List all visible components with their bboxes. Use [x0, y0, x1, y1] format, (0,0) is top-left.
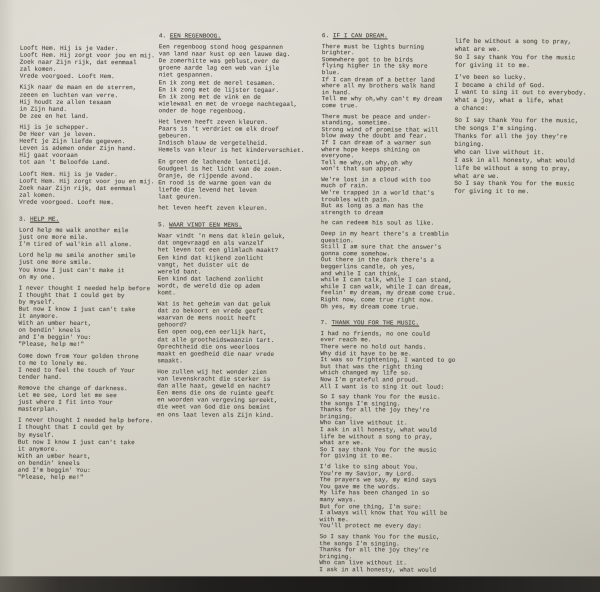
lyric-line: ever reach me.: [320, 336, 372, 344]
lyric-line: En ik zong met de vink en de: [158, 93, 261, 101]
lyric-line: Somewhere got to be birds: [321, 55, 414, 64]
stanza: [158, 204, 320, 212]
lyric-line: just one more smile.: [18, 259, 92, 267]
lyric-line: zeeen en luchten van verre.: [19, 91, 119, 99]
lyric-line: while I can walk, while I can dream,: [320, 282, 453, 291]
stanza: [320, 331, 472, 391]
lyric-line: I became a child of God.: [454, 81, 546, 89]
stanza: [18, 385, 166, 414]
stanza: [18, 417, 166, 482]
lyric-line: I ask in all honesty, what would: [454, 156, 575, 165]
stanza: [319, 534, 471, 574]
lyric-line: The prayers we say, my mind says: [319, 476, 437, 484]
lyric-line: on bendin' kneels: [18, 326, 81, 335]
lyric-line: What a joy, what a life, what: [454, 97, 564, 105]
lyric-line: blue.: [321, 69, 341, 77]
lyric-line: If I can dream of a better land: [321, 75, 435, 84]
lyrics-column-1: [18, 45, 168, 486]
lyric-line: en ons laat leven als Zijn kind.: [157, 410, 274, 419]
lyric-line: Looft Hem. Hij zorgt voor jou en mij.: [19, 51, 155, 60]
lyric-line: Hemels van kleur is het kinderverschiet.: [158, 146, 305, 155]
lyric-section: [319, 320, 472, 574]
lyric-line: masterplan.: [18, 405, 59, 414]
stanza: [157, 300, 319, 365]
stanza: [321, 114, 473, 174]
lyric-line: Het leven heeft zeven kleuren.: [158, 118, 269, 126]
lyric-line: it anymore.: [18, 312, 59, 320]
song-title: [158, 221, 320, 229]
lyric-line: But now I know I just can't take: [17, 438, 135, 446]
lyric-line: dat zo bekoort en vrede geeft: [157, 307, 264, 316]
lyric-line: En rood is de warme goen van de: [158, 179, 272, 187]
stanza: [454, 117, 598, 197]
lyric-line: En ik zong met de merel tesamen.: [158, 78, 276, 87]
lyric-line: the songs I'm singing.: [319, 539, 400, 548]
lyric-line: There must be peace and under-: [321, 112, 432, 121]
lyric-line: Oprechtheid die ons weerloos: [157, 342, 260, 351]
lyric-line: where all my brothers walk hand: [321, 82, 435, 90]
lyric-line: dat alle grootheidswaanzin tart.: [157, 335, 275, 344]
lyric-line: many ways.: [319, 496, 357, 504]
lyric-line: come true.: [321, 102, 359, 110]
lyric-line: Leven is ademen onder Zijn hand.: [19, 144, 137, 153]
lyric-line: Strong wind of promise that will: [321, 125, 439, 134]
song-number: 6.: [321, 32, 333, 40]
lyric-line: My life has been changed in so: [319, 489, 430, 498]
lyric-line: brighter.: [321, 49, 355, 57]
lyric-line: You gave me the words.: [319, 482, 401, 491]
stanza: [159, 43, 321, 115]
lyric-line: to me to lonely me.: [18, 359, 88, 367]
lyric-line: Who can live without it.: [319, 559, 407, 567]
stanza: [19, 252, 167, 281]
lyric-line: We're trapped in a world that's: [321, 189, 435, 197]
lyric-line: komt.: [157, 289, 176, 297]
lyric-line: I always will know that You will be: [319, 509, 448, 517]
lyrics-column-4: [454, 38, 599, 201]
lyrics-column-3: [319, 33, 474, 578]
lyric-line: the songs I'm singing.: [454, 124, 538, 133]
lyric-line: bringing.: [320, 412, 353, 421]
lyric-line: Right now, come true right now.: [320, 296, 434, 304]
lyric-line: for giving it to me.: [454, 188, 530, 196]
lyric-line: Come down from Your golden throne: [18, 352, 139, 360]
lyric-line: "Please, help me!": [17, 473, 84, 482]
lyric-line: niet gespannen.: [158, 71, 214, 80]
lyric-line: wordt, de wereld die op adem: [157, 282, 260, 290]
lyric-line: If I can dream of a warmer sun: [321, 139, 431, 147]
lyric-line: maakt en goedheid die naar vrede: [157, 350, 275, 358]
lyric-line: Deep in my heart there's a tremblin: [320, 230, 449, 238]
lyric-section: [18, 216, 167, 482]
lyric-line: So I say thank You for the music: [454, 180, 575, 188]
stanza: [20, 45, 168, 81]
lyric-line: onder de hoge regenboog.: [158, 107, 247, 115]
lyric-line: We're lost in a cloud with too: [321, 175, 431, 184]
lyric-section: [19, 45, 168, 207]
song-title: [159, 32, 321, 40]
lyric-line: Waar vindt 'n mens dat klein geluk,: [157, 232, 286, 241]
lyric-line: and while I can think,: [320, 269, 402, 278]
lyric-line: So I say thank You for the music,: [454, 116, 579, 125]
lyric-line: De zee en het land.: [19, 112, 89, 120]
lyric-line: groene aarde lag een web van ijle: [158, 64, 280, 73]
lyric-line: I never thought I needed help before: [18, 284, 151, 292]
lyric-line: It was so frightening, I wanted to go: [320, 356, 456, 364]
lyric-line: beggerlins candle, oh yes,: [320, 263, 416, 271]
lyric-line: I've been so lucky.: [454, 73, 527, 81]
lyric-line: what are we.: [319, 439, 364, 447]
lyric-line: wielewaal en met de vroege nachtegaal,: [158, 100, 298, 108]
song-number: 4.: [158, 32, 170, 40]
stanza: [20, 84, 168, 120]
lyric-line: Thanks for all the joy they're: [454, 132, 568, 141]
lyric-line: Goudgeel is het licht van de zoen.: [158, 164, 283, 173]
lyric-line: van land naar kust op een lauwe dag.: [158, 50, 291, 59]
lyric-line: much of rain.: [321, 182, 369, 190]
song-title: [322, 33, 474, 40]
lyric-section: [321, 33, 474, 311]
lyric-line: where hope keeps shining on: [321, 145, 420, 154]
lyric-line: strength to dream: [321, 208, 384, 217]
lyric-line: Kijk naar de maan en de sterren,: [19, 84, 137, 92]
lyric-line: De Heer van je leven.: [19, 130, 97, 139]
lyric-line: a chance:: [454, 105, 489, 113]
lyric-line: standing, sometime.: [321, 119, 391, 127]
lyric-line: zal komen.: [19, 191, 56, 199]
lyric-line: binging.: [454, 140, 485, 148]
lyric-line: Oh yes, my dream come true.: [320, 302, 420, 311]
lyric-line: Oranje, de rijpende avond.: [158, 171, 254, 180]
lyric-line: Lord help me smile another smile: [18, 251, 136, 260]
lyric-line: You're my Savior, my Lord.: [319, 469, 415, 478]
stanza: [19, 170, 167, 206]
lyric-line: I'd like to sing about You.: [319, 463, 419, 471]
stanza: [320, 464, 472, 531]
lyric-line: and I'm beggin' You:: [18, 334, 92, 342]
song-title-text: IF I CAN DREAM.: [332, 32, 388, 40]
lyric-line: waarvan de mens nooit heeft: [157, 314, 257, 323]
lyric-section: [454, 38, 599, 197]
lyric-line: life be without a song to pray,: [454, 164, 571, 172]
lyric-line: in hand.: [321, 88, 351, 96]
stanza: [18, 352, 166, 381]
lyric-line: With an umber heart,: [18, 319, 92, 328]
lyric-line: tot aan 't Beloofde Land.: [19, 159, 111, 167]
lyric-line: Wat is het geheim van dat geluk: [157, 300, 271, 308]
stanza: [455, 38, 599, 70]
lyric-line: Looft Hem. Hij is je Vader.: [19, 170, 118, 178]
lyric-section: [158, 32, 321, 212]
lyric-line: vangt, het duister uit de: [157, 260, 250, 269]
lyric-line: Out there in the dark there's a: [320, 256, 435, 265]
lyric-line: by myself.: [17, 431, 55, 439]
lyric-line: Looft Hem. Hij zorgt voor jou en mij.: [19, 177, 155, 185]
lyric-line: I thought that I could get by: [18, 291, 125, 299]
lyric-line: tender hand.: [18, 373, 63, 381]
lyric-line: Let me see, Lord let me see: [18, 391, 117, 400]
lyric-line: Now I'm grateful and proud.: [320, 376, 419, 384]
lyric-line: With an umber heart,: [17, 452, 91, 460]
lyric-line: by myself.: [18, 298, 56, 306]
lyric-line: Why did it have to be me.: [320, 349, 412, 358]
lyric-line: So I say thank You for the music,: [319, 533, 440, 541]
stanza: [321, 221, 473, 228]
lyric-line: I ask in all honesty, what would: [319, 566, 437, 574]
lyric-line: it anymore.: [17, 445, 59, 453]
lyric-line: Vrede voorgoed. Looft Hem.: [19, 73, 115, 81]
lyric-line: Lord help me walk another mile: [18, 226, 129, 235]
lyric-line: gonna come somehow.: [320, 249, 391, 258]
lyric-line: Heeft je Zijn liefde gegeven.: [19, 137, 126, 146]
lyric-line: I want to sing it out to everybody.: [454, 89, 587, 97]
stanza: [321, 231, 473, 311]
lyric-line: the songs I'm singing.: [320, 399, 401, 408]
stanza: [157, 368, 319, 418]
lyric-line: flying higher in the sky more: [321, 62, 428, 70]
lyric-line: Hij gaat vooraan: [19, 151, 78, 160]
lyric-line: Tell me why oh,why can't my dream: [321, 95, 443, 104]
lyric-line: dan alle haat, geweld en nacht?: [157, 382, 271, 390]
lyric-line: smaakt.: [157, 357, 183, 365]
lyric-line: I never thought I needed help before.: [18, 416, 154, 425]
song-number: 5.: [157, 221, 169, 229]
lyric-line: Hij is je schepper.: [19, 123, 89, 131]
lyric-line: But for one thing, I'm sure:: [319, 502, 422, 511]
lyric-line: while I can talk, while I can stand,: [320, 276, 453, 284]
lyric-line: So I say thank You for the music.: [320, 393, 441, 401]
lyric-line: Who can live without it.: [454, 148, 545, 156]
stanza: [321, 177, 473, 217]
lyric-line: Thanks for all the joy they're: [319, 546, 429, 554]
lyric-line: wereld bant.: [157, 268, 202, 276]
lyric-line: There were no hold out hands.: [320, 343, 427, 351]
lyric-line: what are we.: [454, 45, 501, 53]
lyric-line: Remove the change of darkness.: [18, 384, 128, 393]
lyric-line: I ask in all honesty, what would: [319, 426, 437, 434]
song-number: 3.: [19, 215, 30, 223]
lyric-line: het leven tot een glimlach maakt?: [157, 246, 279, 255]
lyric-line: question.: [320, 236, 354, 244]
lyric-line: I need to feel the touch of Your: [18, 366, 136, 374]
lyric-line: You know I just can't make it: [18, 266, 125, 274]
lyric-line: het leven heeft zeven kleuren.: [158, 204, 268, 212]
lyric-line: what are we.: [454, 172, 500, 180]
lyric-line: everyone.: [321, 152, 355, 160]
stanza: [322, 44, 474, 111]
lyric-line: Who can live without it.: [320, 419, 408, 427]
lyric-line: Paars is 't verdriet om elk droef: [158, 125, 279, 134]
lyric-line: laat geuren.: [158, 193, 202, 201]
lyric-line: won't that sun appear.: [321, 165, 402, 173]
lyric-line: But now I know I just can't take: [18, 305, 136, 314]
lyric-line: Zoek naar Zijn rijk, dat eenmaal: [19, 184, 137, 192]
lyric-line: Een kind dat kijkend zonlicht: [157, 253, 264, 262]
lyric-line: Still I am sure that the answer's: [320, 243, 442, 251]
song-title-text: WAAR VINDT EEN MENS.: [168, 221, 242, 229]
stanza: [18, 284, 166, 349]
lyric-line: dat ongevraagd en als vanzelf: [157, 239, 264, 248]
stanza: [158, 118, 320, 154]
lyric-line: for giving it to me.: [319, 452, 393, 460]
lyric-line: Een regenboog stond hoog gespannen: [158, 43, 284, 52]
stanza: [320, 394, 472, 461]
lyric-line: Een kind dat lachend zonlicht: [157, 275, 264, 283]
lyric-line: Vrede voorgoed. Looft Hem.: [19, 198, 115, 206]
lyric-line: with me.: [319, 515, 349, 524]
lyric-line: So I say thank You for the music: [319, 445, 437, 454]
song-title: [19, 216, 167, 224]
song-title-text: THANK YOU FOR THE MUSIC.: [331, 319, 420, 327]
lyric-line: Een open oog,een eerlijk hart,: [157, 328, 268, 337]
stanza: [19, 227, 167, 249]
lyric-line: "Please, help me!": [18, 341, 85, 349]
song-title: [321, 320, 473, 327]
lyric-line: Een mens die ons de ruimte geeft: [157, 389, 275, 398]
lyric-line: life be without a song to pray,: [319, 432, 434, 441]
lyric-line: van levenskracht die sterker is: [157, 375, 271, 383]
lyric-line: Hoe zullen wij het wonder zien: [157, 368, 267, 376]
lyric-line: feelin' my dream, my dream come true.: [320, 289, 456, 298]
lyric-line: bringing.: [319, 552, 353, 561]
song-title-text: HELP ME.: [29, 215, 60, 223]
lyric-line: I thought that I could get by: [17, 424, 124, 432]
lyric-line: he can redeem his soul as like.: [320, 219, 435, 228]
lyric-line: En groen de lachende lentetijd.: [158, 157, 272, 166]
lyric-line: just one more mile.: [18, 233, 89, 242]
song-title-text: EEN REGENBOOG.: [169, 32, 221, 40]
lyric-line: You'll protect me every day:: [319, 522, 422, 530]
stanza: [158, 158, 320, 201]
lyric-line: just where I fit into Your: [18, 398, 114, 407]
lyric-line: on my one.: [18, 273, 56, 281]
lyric-line: gehoord?: [157, 321, 187, 329]
lyric-line: which changed my life so.: [320, 369, 412, 377]
lyric-line: So I say thank You for the music: [454, 53, 576, 62]
photo-bottom-edge: [0, 576, 600, 592]
lyric-line: but that was the right thing: [320, 362, 423, 371]
lyric-line: for giving it to me.: [454, 61, 531, 69]
lyric-line: die weet van God die ons bemint: [157, 403, 271, 412]
lyric-section: [157, 221, 320, 418]
lyric-line: All I want is to sing it out loud:: [320, 382, 445, 391]
lyric-line: life be without a song to pray,: [454, 37, 572, 46]
lyric-line: liefde die levend het leven: [158, 186, 257, 194]
lyric-line: Zoek naar Zijn rijk, dat eenmaal: [19, 58, 137, 67]
lyric-line: Indisch blauw de vergetelheid.: [158, 139, 268, 148]
lyric-line: en woorden van vergeving spreekt,: [157, 396, 278, 405]
lyric-line: Looft Hem. Hij is je Vader.: [19, 44, 119, 53]
lyric-line: Thanks for all the joy they're: [320, 406, 430, 414]
stanza: [455, 73, 599, 113]
lyric-line: on bendin' kneels: [17, 459, 80, 467]
lyric-line: zal komen.: [19, 65, 57, 74]
lyric-line: De zomerhitte was geblust,over de: [158, 57, 280, 66]
lyric-line: Hij houdt ze allen tesaam: [19, 98, 111, 106]
lyric-line: I'm tired of wal'kin all alone.: [18, 240, 133, 249]
lyric-line: En ik zong met de lijster tegaar.: [158, 85, 280, 94]
lyrics-column-2: [157, 32, 321, 422]
lyric-line: There must be lights burning: [321, 42, 425, 51]
lyric-line: troubles with pain.: [321, 195, 391, 204]
lyric-line: and I'm beggin' You:: [17, 466, 91, 474]
lyric-line: gebeuren.: [158, 132, 192, 140]
lyric-line: But as long as a man has the: [321, 202, 424, 210]
song-number: 7.: [320, 319, 332, 327]
stanza: [158, 233, 320, 298]
lyric-line: blow away the doubt and fear.: [321, 132, 428, 140]
lyric-line: Tell me why,oh why,oh why: [321, 158, 413, 167]
lyric-line: I had no friends, no one could: [320, 329, 431, 338]
stanza: [19, 124, 167, 167]
lyric-line: in Zijn hand.: [19, 105, 68, 113]
